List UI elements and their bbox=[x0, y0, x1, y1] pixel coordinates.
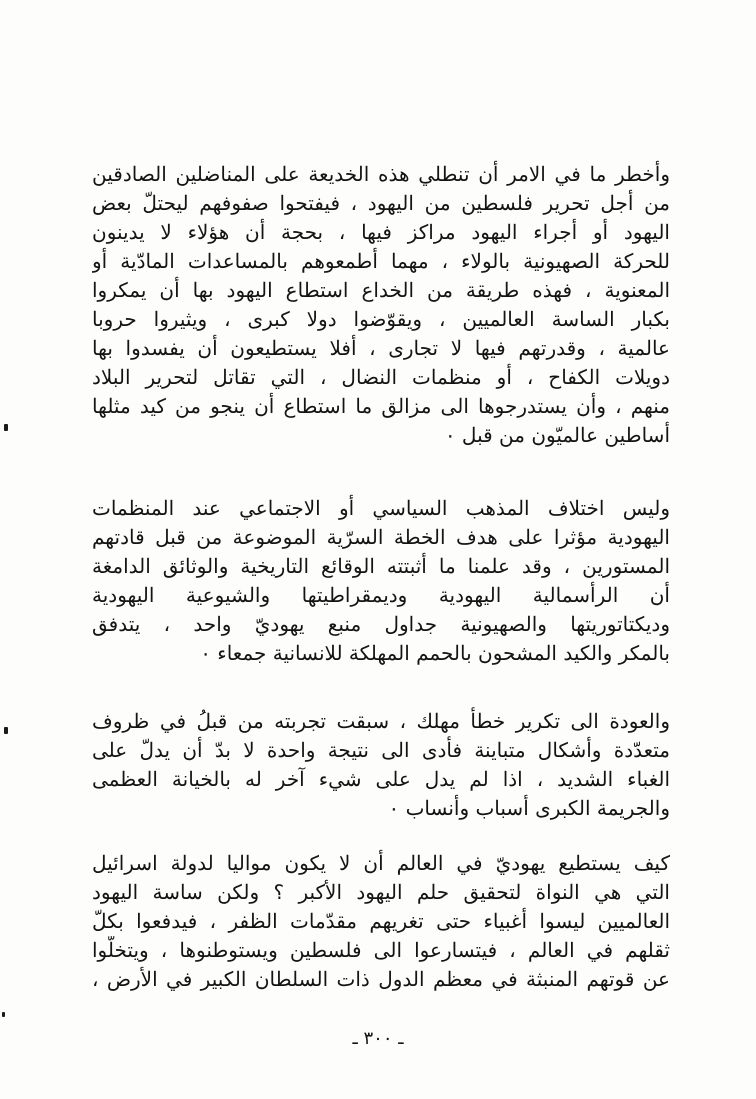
text-line: بكبار الساسة العالميين ، ويقوّضوا دولا كبرى ، ويثيروا حروبا bbox=[92, 307, 670, 331]
margin-mark bbox=[4, 424, 8, 431]
text-line: المعنوية ، فهذه طريقة من الخداع استطاع اليهود بها أن يمكروا bbox=[92, 278, 670, 302]
text-line: والعودة الى تكرير خطأ مهلك ، سبقت تجربته من قبلُ في ظروف bbox=[92, 709, 670, 733]
text-line: للحركة الصهيونية بالولاء ، مهما أطمعوهم بالمساعدات المادّية أو bbox=[92, 249, 670, 273]
text-line: المستورين ، وقد علمنا ما أثبتته الوقائع التاريخية والوثائق الدامغة bbox=[92, 554, 670, 578]
text-line: كيف يستطيع يهوديّ في العالم أن لا يكون مواليا لدولة اسرائيل bbox=[92, 851, 670, 875]
text-line: التي هي النواة لتحقيق حلم اليهود الأكبر ؟ ولكن ساسة اليهود bbox=[92, 880, 670, 904]
paragraph-2 bbox=[92, 494, 670, 668]
text-line: من أجل تحرير فلسطين من اليهود ، فيفتحوا صفوفهم ليحتلّ بعض bbox=[92, 191, 670, 215]
text-line: وليس اختلاف المذهب السياسي أو الاجتماعي عند المنظمات bbox=[92, 496, 670, 520]
text-line: أساطين عالميّون من قبل ٠ bbox=[444, 423, 670, 447]
text-line: عن قوتهم المنبثة في معظم الدول ذات السلطان الكبير في الأرض ، bbox=[92, 967, 670, 991]
margin-mark bbox=[2, 1012, 5, 1017]
text-line: دويلات الكفاح ، أو منظمات النضال ، التي تقاتل لتحرير البلاد bbox=[92, 365, 670, 389]
text-line: أن الرأسمالية اليهودية وديمقراطيتها والشيوعية اليهودية bbox=[92, 583, 670, 607]
text-line: ثقلهم في العالم ، فيتسارعوا الى فلسطين ويستوطنوها ، ويتخلّوا bbox=[92, 938, 670, 962]
paragraph-3 bbox=[92, 707, 670, 823]
paragraph-1 bbox=[92, 160, 670, 450]
text-line: وأخطر ما في الامر أن تنطلي هذه الخديعة على المناضلين الصادقين bbox=[92, 162, 670, 186]
text-line: الغباء الشديد ، اذا لم يدل على شيء آخر له بالخيانة العظمى bbox=[92, 767, 670, 791]
text-line: العالميين ليسوا أغبياء حتى تغريهم مقدّمات الظفر ، فيدفعوا بكلّ bbox=[92, 909, 670, 933]
paragraph-4 bbox=[92, 849, 670, 994]
text-line: عالمية ، وقدرتهم فيها لا تجارى ، أفلا يستطيعون أن يفسدوا بها bbox=[92, 336, 670, 360]
text-line: اليهود أو أجراء اليهود مراكز فيها ، بحجة أن هؤلاء لا يدينون bbox=[92, 220, 670, 244]
page-number: ـ ٣٠٠ ـ bbox=[352, 1028, 404, 1049]
text-line: وديكتاتوريتها والصهيونية جداول منبع يهوديّ واحد ، يتدفق bbox=[92, 612, 670, 636]
text-line: منهم ، وأن يستدرجوها الى مزالق ما استطاع أن ينجو من كيد مثلها bbox=[92, 394, 670, 418]
text-line: اليهودية مؤثرا على هدف الخطة السرّية الموضوعة من قبل قادتهم bbox=[92, 525, 670, 549]
text-line: والجريمة الكبرى أسباب وأنساب ٠ bbox=[388, 796, 670, 820]
text-line: متعدّدة وأشكال متباينة فأدى الى نتيجة واحدة لا بدّ أن يدلّ على bbox=[92, 738, 670, 762]
text-line: بالمكر والكيد المشحون بالحمم المهلكة للانسانية جمعاء ٠ bbox=[200, 641, 670, 665]
margin-mark bbox=[4, 727, 8, 734]
